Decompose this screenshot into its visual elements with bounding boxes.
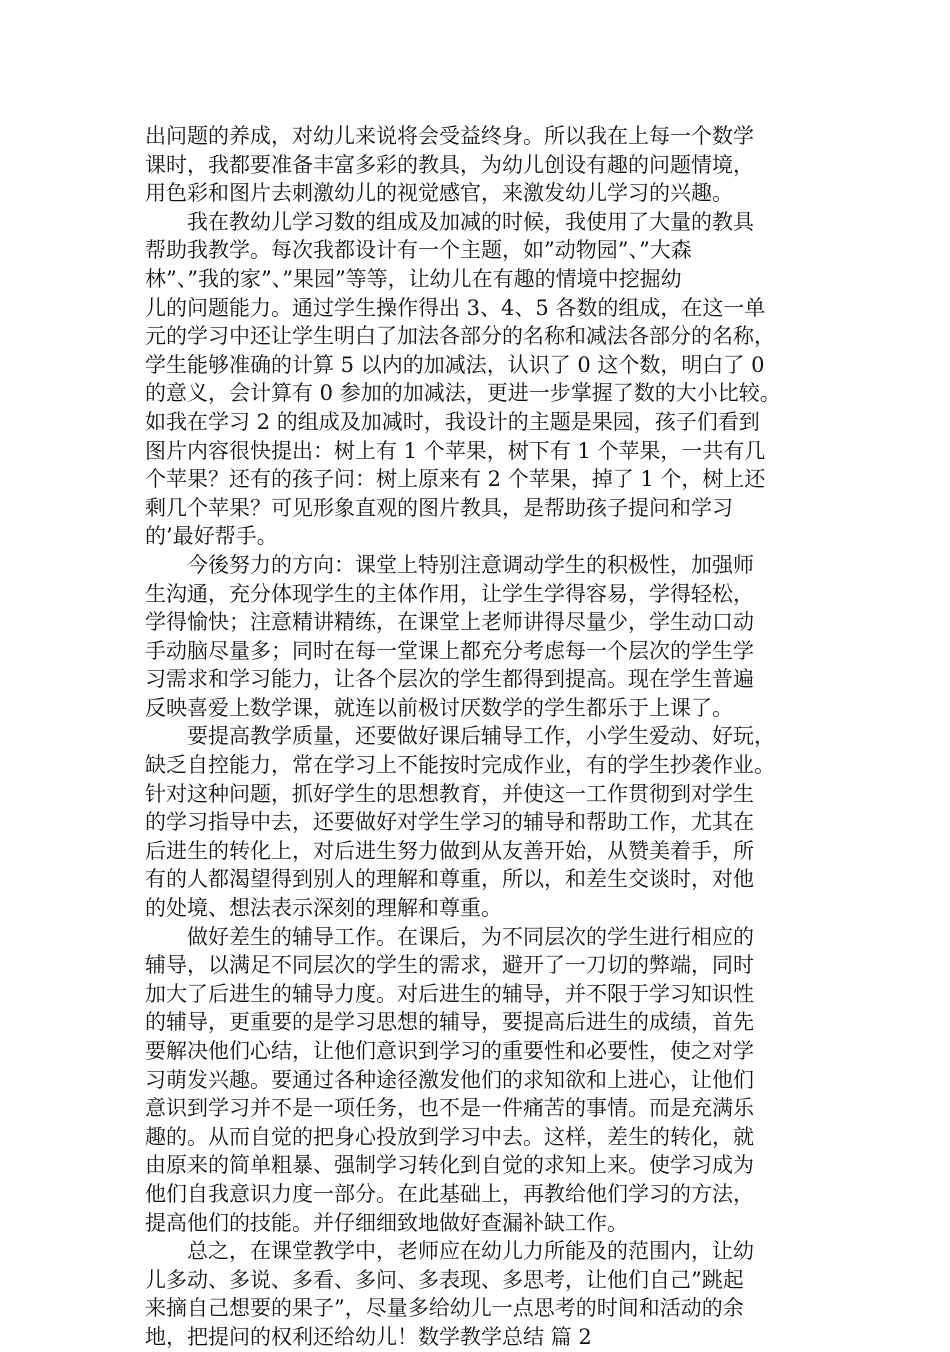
- text-line: 来摘自己想要的果子”，尽量多给幼儿一点思考的时间和活动的余: [145, 1296, 744, 1321]
- text-line: 个苹果？还有的孩子问：树上原来有 2 个苹果，掉了 1 个，树上还: [145, 467, 766, 492]
- text-line: 学得愉快；注意精讲精练，在课堂上老师讲得尽量少，学生动口动: [145, 610, 754, 635]
- text-line: 元的学习中还让学生明白了加法各部分的名称和减法各部分的名称，: [145, 324, 775, 349]
- text-line: 如我在学习 2 的组成及加减时，我设计的主题是果园，孩子们看到: [145, 409, 760, 434]
- text-line: 儿多动、多说、多看、多问、多表现、多思考，让他们自己”跳起: [145, 1267, 744, 1292]
- text-line: 用色彩和图片去刺激幼儿的视觉感官，来激发幼儿学习的兴趣。: [145, 181, 733, 206]
- text-line: 的处境、想法表示深刻的理解和尊重。: [145, 896, 502, 921]
- text-line: 课时，我都要准备丰富多彩的教具，为幼儿创设有趣的问题情境，: [145, 152, 754, 177]
- text-line: 意识到学习并不是一项任务，也不是一件痛苦的事情。而是充满乐: [145, 1096, 754, 1121]
- text-line: 习萌发兴趣。要通过各种途径激发他们的求知欲和上进心，让他们: [145, 1067, 754, 1092]
- text-line: 图片内容很快提出：树上有 1 个苹果，树下有 1 个苹果，一共有几: [145, 438, 766, 463]
- text-line: 提高他们的技能。并仔细细致地做好查漏补缺工作。: [145, 1210, 628, 1235]
- text-line: 帮助我教学。每次我都设计有一个主题，如”动物园”、”大森: [145, 238, 692, 263]
- text-line: 儿的问题能力。通过学生操作得出 3、4、5 各数的组成，在这一单: [145, 295, 766, 320]
- document-body: [145, 122, 823, 1352]
- text-line: 剩几个苹果？可见形象直观的图片教具，是帮助孩子提问和学习: [145, 495, 733, 520]
- text-line: 习需求和学习能力，让各个层次的学生都得到提高。现在学生普遍: [145, 667, 754, 692]
- text-line: 有的人都渴望得到别人的理解和尊重，所以，和差生交谈时，对他: [145, 867, 754, 892]
- text-line: 由原来的简单粗暴、强制学习转化到自觉的求知上来。使学习成为: [145, 1153, 754, 1178]
- text-line: 的’最好帮手。: [145, 524, 278, 549]
- text-line: 今後努力的方向：课堂上特别注意调动学生的积极性，加强师: [145, 552, 754, 577]
- text-line: 手动脑尽量多；同时在每一堂课上都充分考虑每一个层次的学生学: [145, 638, 754, 663]
- text-line: 学生能够准确的计算 5 以内的加减法，认识了 0 这个数，明白了 0: [145, 352, 765, 377]
- text-line: 针对这种问题，抓好学生的思想教育，并使这一工作贯彻到对学生: [145, 781, 754, 806]
- text-line: 总之，在课堂教学中，老师应在幼儿力所能及的范围内，让幼: [145, 1239, 754, 1264]
- text-line: 做好差生的辅导工作。在课后，为不同层次的学生进行相应的: [145, 924, 754, 949]
- text-line: 出问题的养成，对幼儿来说将会受益终身。所以我在上每一个数学: [145, 124, 754, 148]
- text-line: 生沟通，充分体现学生的主体作用，让学生学得容易，学得轻松，: [145, 581, 754, 606]
- text-line: 缺乏自控能力，常在学习上不能按时完成作业，有的学生抄袭作业。: [145, 753, 775, 778]
- text-line: 辅导，以满足不同层次的学生的需求，避开了一刀切的弊端，同时: [145, 953, 754, 978]
- text-line: 趣的。从而自觉的把身心投放到学习中去。这样，差生的转化，就: [145, 1124, 754, 1149]
- text-line: 反映喜爱上数学课，就连以前极讨厌数学的学生都乐于上课了。: [145, 695, 733, 720]
- text-line: 要提高教学质量，还要做好课后辅导工作，小学生爱动、好玩，: [145, 724, 775, 749]
- text-line: 的学习指导中去，还要做好对学生学习的辅导和帮助工作，尤其在: [145, 810, 754, 835]
- text-line: 后进生的转化上，对后进生努力做到从友善开始，从赞美着手，所: [145, 838, 754, 863]
- text-line: 地，把提问的权利还给幼儿！数学教学总结 篇 2: [145, 1324, 592, 1349]
- text-line: 他们自我意识力度一部分。在此基础上，再教给他们学习的方法，: [145, 1181, 754, 1206]
- text-line: 的意义，会计算有 0 参加的加减法，更进一步掌握了数的大小比较。: [145, 381, 781, 406]
- text-line: 加大了后进生的辅导力度。对后进生的辅导，并不限于学习知识性: [145, 981, 754, 1006]
- text-line: 我在教幼儿学习数的组成及加减的时候，我使用了大量的教具: [145, 209, 754, 234]
- text-line: 的辅导，更重要的是学习思想的辅导，要提高后进生的成绩，首先: [145, 1010, 754, 1035]
- text-line: 林”、”我的家”、”果园”等等，让幼儿在有趣的情境中挖掘幼: [145, 266, 682, 291]
- text-line: 要解决他们心结，让他们意识到学习的重要性和必要性，使之对学: [145, 1039, 754, 1063]
